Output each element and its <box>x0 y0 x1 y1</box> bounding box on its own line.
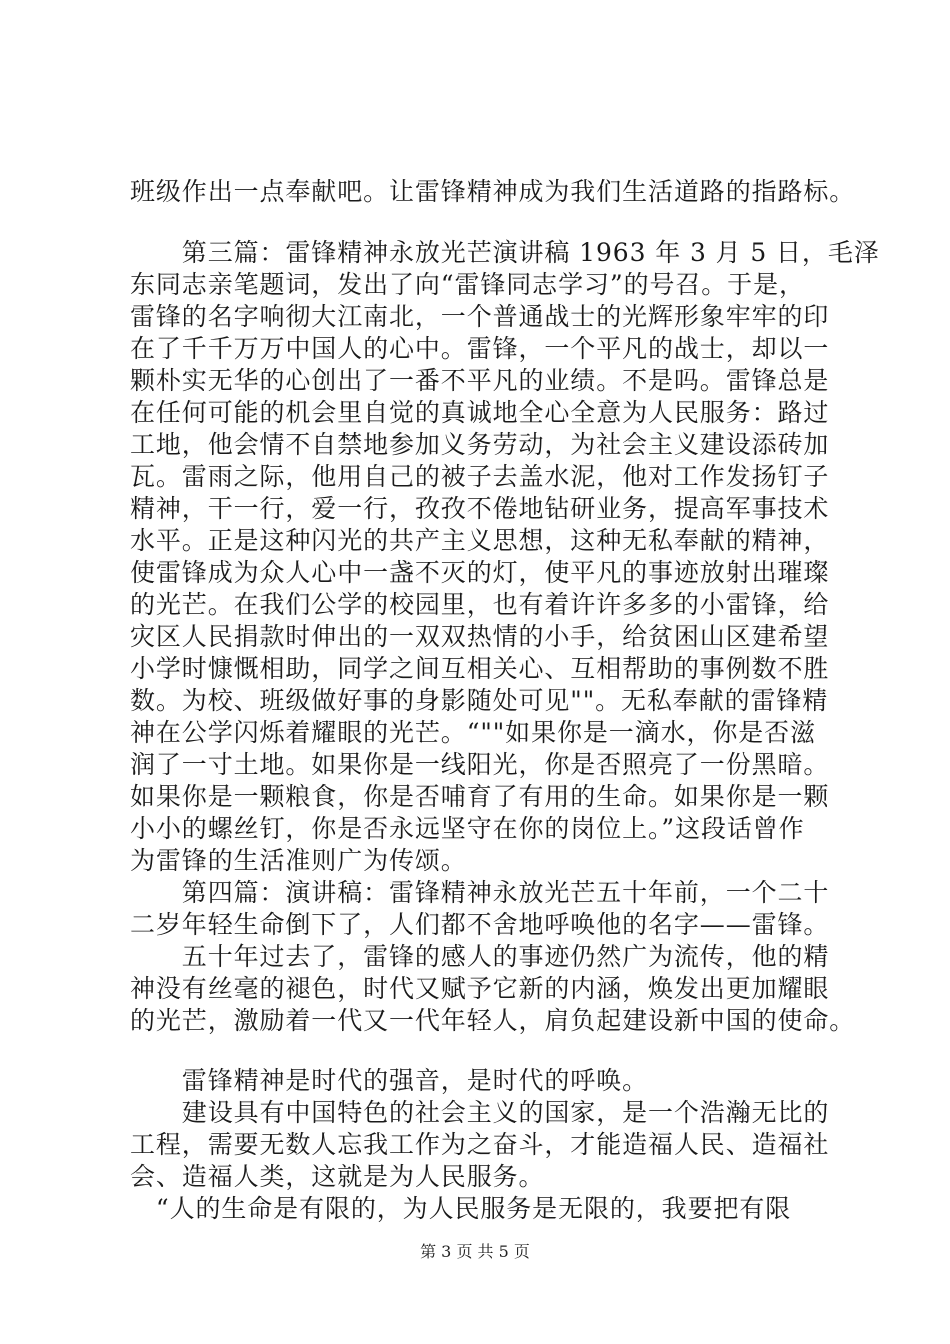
text-line: 神没有丝毫的褪色，时代又赋予它新的内涵，焕发出更加耀眼 <box>130 974 830 1003</box>
text-line: 建设具有中国特色的社会主义的国家，是一个浩瀚无比的 <box>130 1098 830 1127</box>
page-footer: 第 3 页 共 5 页 <box>420 1242 530 1261</box>
text-line: 为雷锋的生活准则广为传颂。 <box>130 846 467 875</box>
text-line: 会、造福人类，这就是为人民服务。 <box>130 1162 545 1191</box>
text-line: 的光芒。在我们公学的校园里，也有着许许多多的小雷锋，给 <box>130 590 830 619</box>
text-line: 在了千千万万中国人的心中。雷锋，一个平凡的战士，却以一 <box>130 334 830 363</box>
text-line: 使雷锋成为众人心中一盏不灭的灯，使平凡的事迹放射出璀璨 <box>130 558 830 587</box>
text-line: 第三篇：雷锋精神永放光芒演讲稿 1963 年 3 月 5 日，毛泽 <box>130 238 880 267</box>
text-line: 灾区人民捐款时伸出的一双双热情的小手，给贫困山区建希望 <box>130 622 830 651</box>
text-line: 的光芒，激励着一代又一代年轻人，肩负起建设新中国的使命。 <box>130 1006 856 1035</box>
text-line: 工地，他会情不自禁地参加义务劳动，为社会主义建设添砖加 <box>130 430 830 459</box>
text-line: 神在公学闪烁着耀眼的光芒。“""如果你是一滴水，你是否滋 <box>130 718 816 747</box>
text-line: 东同志亲笔题词，发出了向“雷锋同志学习”的号召。于是， <box>130 270 805 299</box>
text-line: 工程，需要无数人忘我工作为之奋斗，才能造福人民、造福社 <box>130 1130 830 1159</box>
text-line: 数。为校、班级做好事的身影随处可见""。无私奉献的雷锋精 <box>130 686 829 715</box>
text-line: “人的生命是有限的，为人民服务是无限的，我要把有限 <box>130 1194 792 1223</box>
text-line: 雷锋的名字响彻大江南北，一个普通战士的光辉形象牢牢的印 <box>130 302 830 331</box>
text-line: 雷锋精神是时代的强音，是时代的呼唤。 <box>130 1066 649 1095</box>
text-line: 在任何可能的机会里自觉的真诚地全心全意为人民服务：路过 <box>130 398 830 427</box>
text-line: 颗朴实无华的心创出了一番不平凡的业绩。不是吗。雷锋总是 <box>130 366 830 395</box>
text-line: 瓦。雷雨之际，他用自己的被子去盖水泥，他对工作发扬钉子 <box>130 462 830 491</box>
text-line: 五十年过去了，雷锋的感人的事迹仍然广为流传，他的精 <box>130 942 830 971</box>
text-line: 二岁年轻生命倒下了，人们都不舍地呼唤他的名字——雷锋。 <box>130 910 830 939</box>
text-line: 水平。正是这种闪光的共产主义思想，这种无私奉献的精神， <box>130 526 830 555</box>
text-line: 精神，干一行，爱一行，孜孜不倦地钻研业务，提高军事技术 <box>130 494 830 523</box>
text-line: 班级作出一点奉献吧。让雷锋精神成为我们生活道路的指路标。 <box>130 177 856 206</box>
text-line: 第四篇：演讲稿：雷锋精神永放光芒五十年前，一个二十 <box>130 878 830 907</box>
text-line: 小小的螺丝钉，你是否永远坚守在你的岗位上。”这段话曾作 <box>130 814 805 843</box>
text-line: 如果你是一颗粮食，你是否哺育了有用的生命。如果你是一颗 <box>130 782 830 811</box>
text-line: 小学时慷慨相助，同学之间互相关心、互相帮助的事例数不胜 <box>130 654 830 683</box>
text-line: 润了一寸土地。如果你是一线阳光，你是否照亮了一份黑暗。 <box>130 750 830 779</box>
